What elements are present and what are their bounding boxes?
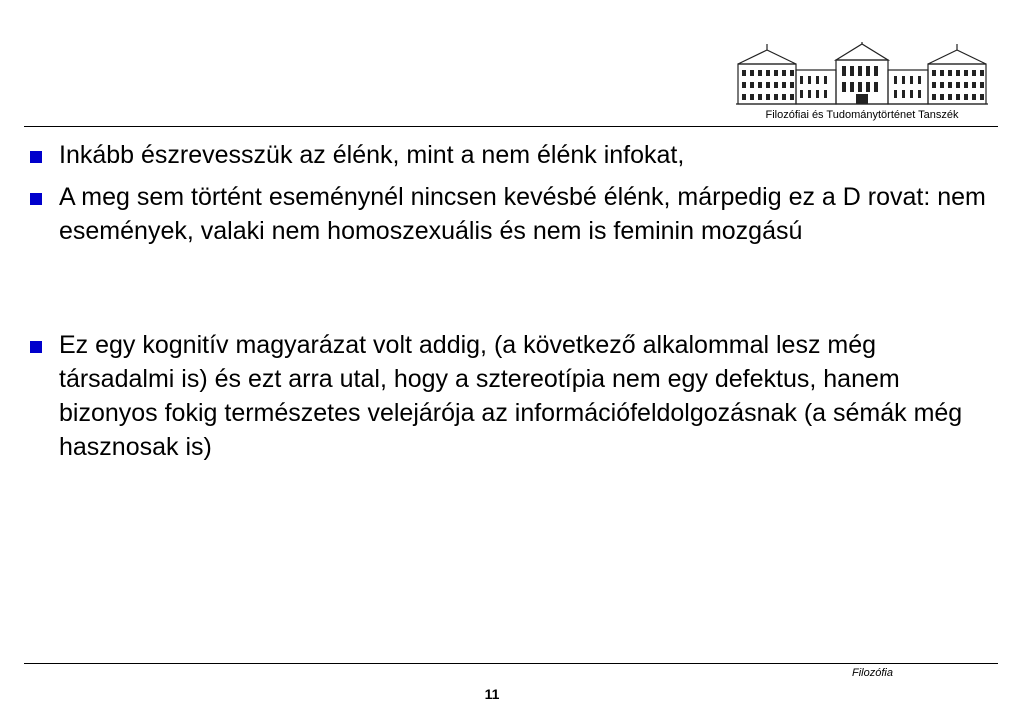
footer-subject: Filozófia [852,667,893,679]
bullet-item [30,180,990,248]
bullet-text: A meg sem történt eseménynél nincsen kevésbé élénk, márpedig ez a D rovat: nem események, valaki nem homoszexuális és nem is feminin mozgású [59,183,986,245]
page-number: 11 [484,686,500,702]
header-divider [24,126,998,127]
bullet-text: Ez egy kognitív magyarázat volt addig, (a következő alkalommal lesz még társadalmi is) és ezt arra utal, hogy a sztereotípia nem egy defektus, hanem bizonyos fokig természetes velejárója az információfeldolgozásnak (a sémák még hasznosak is) [59,331,963,461]
bullet-item [30,138,990,172]
university-building-icon [734,42,990,106]
bullet-list [30,138,990,464]
square-bullet-icon [30,151,42,163]
square-bullet-icon [30,193,42,205]
bullet-text: Inkább észrevesszük az élénk, mint a nem élénk infokat, [59,141,685,169]
department-name: Filozófiai és Tudománytörténet Tanszék [765,109,959,121]
bullet-item [30,328,990,464]
header-logo [726,42,998,126]
square-bullet-icon [30,341,42,353]
footer-divider [24,663,998,664]
